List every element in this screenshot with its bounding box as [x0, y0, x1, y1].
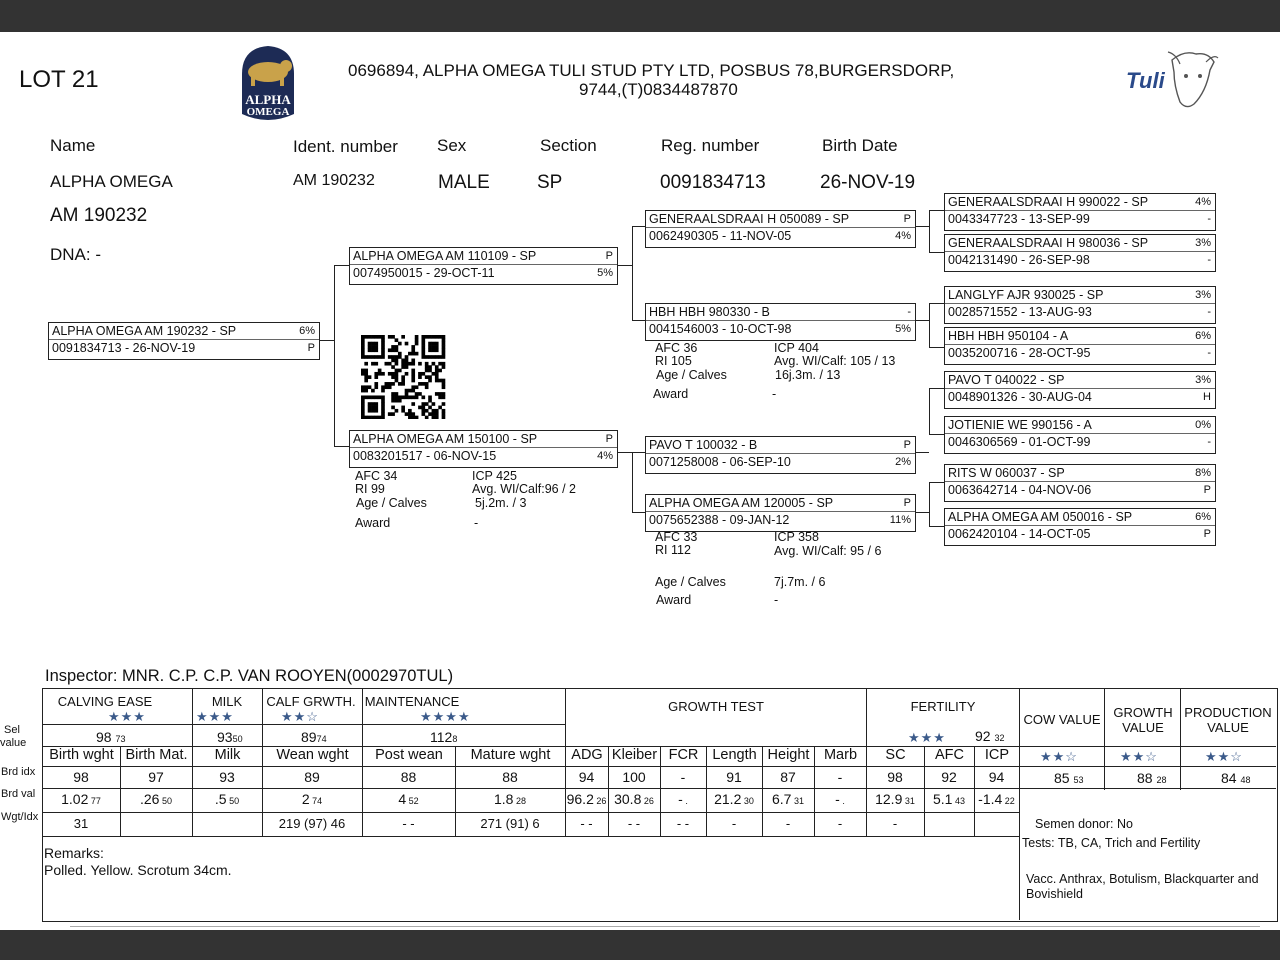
pedigree-dam[interactable] — [349, 430, 618, 468]
group-growth-value: GROWTH VALUE — [1113, 705, 1173, 735]
stat-age-label: Age / Calves — [655, 575, 726, 589]
connector — [929, 252, 945, 253]
connector — [334, 265, 335, 447]
group-milk: MILK — [211, 694, 243, 709]
pedigree-pct: 11% — [889, 514, 911, 526]
stat-ri: RI 105 — [655, 354, 692, 368]
pedigree-reg: 0075652388 - 09-JAN-12 — [649, 513, 790, 527]
brd-val-cell: 96.2 26 — [566, 791, 607, 807]
label-ident: Ident. number — [293, 137, 398, 156]
brd-idx-cell: 94 — [578, 769, 595, 785]
rating-stars-icon: ★★★★ — [420, 709, 471, 724]
inspector: Inspector: MNR. C.P. C.P. VAN ROOYEN(0002970TUL) — [45, 667, 454, 685]
connector — [929, 388, 945, 389]
connector — [929, 303, 945, 304]
stat-afc: AFC 33 — [655, 530, 698, 544]
pedigree-name: ALPHA OMEGA AM 190232 - SP — [52, 324, 237, 338]
footer-rule — [70, 926, 1260, 927]
pedigree-pct: 6% — [299, 325, 315, 337]
pedigree-pct: 6% — [1195, 330, 1211, 342]
pedigree-name: LANGLYF AJR 930025 - SP — [948, 288, 1104, 302]
pedigree-pct: 2% — [895, 456, 911, 468]
pedigree-name: JOTIENIE WE 990156 - A — [948, 418, 1092, 432]
brd-idx-cell: 98 — [887, 769, 903, 785]
stat-award: - — [474, 516, 479, 530]
pedigree-pct: 3% — [1195, 289, 1211, 301]
column-header: Kleiber — [611, 747, 658, 763]
stat-award: - — [774, 593, 779, 607]
pedigree-reg: 0062420104 - 14-OCT-05 — [948, 527, 1091, 541]
connector — [915, 226, 929, 227]
brd-idx-cell: 89 — [304, 769, 320, 785]
grid-line — [42, 812, 1020, 813]
row-label-wgt-idx: Wgt/Idx — [1, 811, 39, 823]
pedigree-name: HBH HBH 980330 - B — [649, 305, 770, 319]
brd-val-cell: 5.1 43 — [933, 791, 965, 807]
pedigree-pct: 5% — [895, 323, 911, 335]
stat-age: 7j.7m. / 6 — [774, 575, 826, 589]
connector — [616, 452, 632, 453]
brd-idx-cell: 100 — [622, 769, 646, 785]
group-maintenance: MAINTENANCE — [364, 694, 460, 709]
pedigree-name: GENERAALSDRAAI H 990022 - SP — [948, 195, 1149, 209]
pedigree-name: ALPHA OMEGA AM 110109 - SP — [353, 249, 537, 263]
pedigree-name: RITS W 060037 - SP — [948, 466, 1065, 480]
brd-idx-cell: 87 — [780, 769, 796, 785]
pedigree-reg: 0048901326 - 30-AUG-04 — [948, 390, 1092, 404]
stat-avg: Avg. WI/Calf: 95 / 6 — [774, 544, 882, 558]
wgt-idx-cell: - - — [402, 816, 415, 831]
group-fertility: FERTILITY — [910, 699, 976, 714]
pedigree-name: ALPHA OMEGA AM 150100 - SP — [353, 432, 538, 446]
tuli-logo-text: Tuli — [1126, 68, 1165, 93]
brd-idx-cell: - — [680, 769, 686, 785]
pedigree-flag: P — [1203, 484, 1211, 496]
column-header: ICP — [984, 747, 1010, 763]
column-header: Height — [767, 747, 810, 763]
connector — [632, 452, 633, 512]
production-value: 84 48 — [1221, 770, 1251, 786]
animal-sex: MALE — [438, 172, 490, 193]
pedigree-reg: 0074950015 - 29-OCT-11 — [353, 266, 495, 280]
animal-section: SP — [537, 172, 563, 193]
sel-calf: 8974 — [301, 729, 327, 745]
pedigree-pct: 6% — [1195, 511, 1211, 523]
row-label-brd-val: Brd val — [1, 788, 36, 800]
pedigree-name: PAVO T 040022 - SP — [948, 373, 1065, 387]
stat-award: - — [772, 387, 777, 401]
brd-idx-cell: 98 — [73, 769, 89, 785]
pedigree-reg: 0041546003 - 10-OCT-98 — [649, 322, 792, 336]
pedigree-flag: P — [903, 497, 911, 509]
pedigree-reg: 0063642714 - 04-NOV-06 — [948, 483, 1092, 497]
stat-icp: ICP 358 — [774, 530, 819, 544]
connector — [915, 512, 929, 513]
pedigree-flag: P — [307, 342, 315, 354]
stat-award-label: Award — [656, 593, 692, 607]
cow-value: 85 53 — [1054, 770, 1084, 786]
pedigree-reg: 0062490305 - 11-NOV-05 — [649, 229, 792, 243]
column-header: SC — [885, 747, 906, 763]
stat-award-label: Award — [653, 387, 689, 401]
column-header: AFC — [935, 747, 964, 763]
stat-ri: RI 112 — [655, 543, 691, 557]
wgt-idx-cell: - - — [580, 816, 593, 831]
growth-value: 88 28 — [1137, 770, 1167, 786]
pedigree-flag: P — [903, 213, 911, 225]
group-cow-value: COW VALUE — [1023, 712, 1101, 727]
pedigree-flag: - — [1207, 347, 1211, 359]
label-section: Section — [540, 136, 597, 155]
pedigree-flag: P — [605, 433, 613, 445]
column-header: Post wean — [375, 747, 443, 763]
connector — [929, 434, 945, 435]
brd-idx-cell: 88 — [502, 769, 518, 785]
brd-val-cell: .5 50 — [214, 791, 240, 807]
pedigree-gg-2[interactable] — [944, 234, 1216, 272]
brd-val-cell: 30.8 26 — [614, 791, 654, 807]
brd-idx-cell: 94 — [988, 769, 1005, 785]
pedigree-pct: 4% — [1195, 196, 1211, 208]
animal-ident: AM 190232 — [293, 172, 375, 189]
stat-award-label: Award — [355, 516, 391, 530]
stat-avg: Avg. WI/Calf: 105 / 13 — [774, 354, 896, 368]
pedigree-reg: 0043347723 - 13-SEP-99 — [948, 212, 1090, 226]
wgt-idx-cell: - - — [627, 816, 641, 831]
tuli-logo — [1124, 46, 1219, 116]
vaccinations: Vacc. Anthrax, Botulism, Blackquarter and Bovishield — [1026, 872, 1259, 901]
pedigree-reg: 0028571552 - 13-AUG-93 — [948, 305, 1092, 319]
wgt-idx-cell: - — [785, 816, 791, 831]
pedigree-flag: - — [1207, 436, 1211, 448]
brd-val-cell: 6.7 31 — [772, 791, 804, 807]
semen-donor: Semen donor: No — [1035, 817, 1133, 831]
pedigree-sire-dam[interactable] — [645, 303, 916, 341]
sel-milk: 9350 — [217, 729, 243, 745]
stat-age: 5j.2m. / 3 — [475, 496, 527, 510]
sel-calving: 98 73 — [96, 729, 126, 745]
pedigree-pct: 4% — [597, 450, 613, 462]
column-header: FCR — [668, 747, 699, 763]
pedigree-pct: 4% — [895, 230, 911, 242]
pedigree-name: PAVO T 100032 - B — [649, 438, 758, 452]
column-header: Marb — [823, 747, 858, 763]
pedigree-dam-dam[interactable] — [645, 494, 916, 532]
stat-ri: RI 99 — [355, 482, 385, 496]
tests: Tests: TB, CA, Trich and Fertility — [1022, 836, 1201, 850]
pedigree-gg-4[interactable] — [944, 327, 1216, 365]
stat-age-label: Age / Calves — [356, 496, 427, 510]
column-header: Birth wght — [49, 747, 114, 763]
connector — [318, 340, 334, 341]
breeder-line-2: 9744,(T)0834487870 — [579, 80, 738, 99]
qr-code — [361, 335, 449, 419]
brd-val-cell: 1.8 28 — [494, 791, 526, 807]
wgt-idx-cell: - — [837, 816, 843, 831]
grid-line — [1104, 746, 1105, 790]
connector — [929, 526, 945, 527]
pedigree-flag: H — [1203, 391, 1211, 403]
stat-afc: AFC 36 — [655, 341, 698, 355]
logo-text-omega: OMEGA — [246, 106, 290, 118]
grid-line — [42, 836, 1020, 837]
rating-stars-icon: ★★☆ — [1205, 749, 1243, 764]
brd-idx-cell: 92 — [941, 769, 957, 785]
row-label-sel-value: Sel value — [0, 724, 27, 749]
pedigree-pct: 5% — [597, 267, 613, 279]
pedigree-flag: P — [1203, 528, 1211, 540]
pedigree-flag: P — [605, 250, 613, 262]
row-label-brd-idx: Brd idx — [1, 766, 36, 778]
column-header: Milk — [214, 747, 241, 763]
lot-number: LOT 21 — [19, 66, 99, 93]
wgt-idx-cell: 31 — [73, 816, 89, 831]
grid-line — [1180, 688, 1181, 746]
rating-stars-icon: ★★☆ — [1120, 749, 1158, 764]
pedigree-gg-3[interactable] — [944, 286, 1216, 324]
connector — [915, 452, 929, 453]
rating-stars-icon: ★★☆ — [281, 709, 319, 724]
pedigree-reg: 0035200716 - 28-OCT-95 — [948, 346, 1091, 360]
connector — [632, 512, 645, 513]
breeder-logo — [238, 44, 298, 124]
animal-birth: 26-NOV-19 — [820, 172, 916, 193]
connector — [632, 320, 645, 321]
pedigree-flag: - — [1207, 254, 1211, 266]
wgt-idx-cell: - - — [676, 816, 690, 831]
wgt-idx-cell: - — [731, 816, 737, 831]
brd-val-cell: 2 74 — [301, 791, 323, 807]
stat-icp: ICP 425 — [472, 469, 517, 483]
wgt-idx-cell: 271 (91) 6 — [480, 816, 540, 831]
wgt-idx-cell: - — [892, 816, 898, 831]
pedigree-sire-sire[interactable] — [645, 210, 916, 248]
pedigree-gg-8[interactable] — [944, 508, 1216, 546]
connector — [929, 303, 930, 347]
grid-line — [1180, 746, 1181, 790]
group-growth-test: GROWTH TEST — [668, 699, 764, 714]
stat-age: 16j.3m. / 13 — [775, 368, 841, 382]
pedigree-reg: 0042131490 - 26-SEP-98 — [948, 253, 1090, 267]
animal-name: ALPHA OMEGA — [50, 172, 173, 191]
column-header: Mature wght — [470, 747, 551, 763]
rating-stars-icon: ★★★ — [196, 709, 234, 724]
connector — [334, 265, 350, 266]
pedigree-name: HBH HBH 950104 - A — [948, 329, 1069, 343]
connector — [632, 226, 645, 227]
pedigree-reg: 0046306569 - 01-OCT-99 — [948, 435, 1091, 449]
pedigree-gg-5[interactable] — [944, 371, 1216, 409]
connector — [929, 482, 945, 483]
grid-line — [1104, 688, 1105, 746]
brd-val-cell: - . — [678, 791, 688, 807]
brd-idx-cell: 93 — [219, 769, 235, 785]
label-sex: Sex — [437, 136, 467, 155]
pedigree-gg-7[interactable] — [944, 464, 1216, 502]
group-production-value: PRODUCTION VALUE — [1184, 705, 1272, 735]
sel-maintenance: 1128 — [430, 729, 458, 745]
pedigree-reg: 0071258008 - 06-SEP-10 — [649, 455, 791, 469]
brd-val-cell: 4 52 — [398, 791, 419, 807]
grid-line — [866, 688, 867, 746]
animal-reg: 0091834713 — [660, 172, 766, 193]
connector — [929, 388, 930, 434]
stat-age-label: Age / Calves — [656, 368, 727, 382]
connector — [616, 265, 632, 266]
pedigree-name: ALPHA OMEGA AM 120005 - SP — [649, 496, 834, 510]
pedigree-flag: - — [1207, 306, 1211, 318]
remarks-text: Polled. Yellow. Scrotum 34cm. — [44, 862, 232, 878]
brd-idx-cell: 91 — [726, 769, 742, 785]
pedigree-sire[interactable] — [349, 247, 618, 285]
connector — [334, 446, 350, 447]
wgt-idx-cell: 219 (97) 46 — [278, 816, 346, 831]
pedigree-pct: 0% — [1195, 419, 1211, 431]
pedigree-name: GENERAALSDRAAI H 050089 - SP — [649, 212, 850, 226]
pedigree-dam-sire[interactable] — [645, 436, 916, 474]
remarks-title: Remarks: — [44, 845, 104, 861]
brd-val-cell: 1.02 77 — [61, 791, 101, 807]
brd-val-cell: .26 50 — [140, 791, 172, 807]
pedigree-reg: 0091834713 - 26-NOV-19 — [52, 341, 196, 355]
grid-line — [42, 766, 1276, 767]
pedigree-reg: 0083201517 - 06-NOV-15 — [353, 449, 497, 463]
brd-val-cell: 21.2 30 — [714, 791, 754, 807]
pedigree-pct: 8% — [1195, 467, 1211, 479]
connector — [929, 347, 945, 348]
brd-idx-cell: 97 — [148, 769, 164, 785]
column-header: Wean wght — [276, 747, 349, 763]
pedigree-self[interactable] — [48, 322, 320, 360]
breeder-line-1: 0696894, ALPHA OMEGA TULI STUD PTY LTD, POSBUS 78,BURGERSDORP, — [348, 61, 955, 80]
brd-val-cell: -1.4 22 — [978, 791, 1015, 807]
column-header: Birth Mat. — [125, 747, 188, 763]
rating-stars-icon: ★★★ — [908, 730, 946, 745]
pedigree-flag: P — [903, 439, 911, 451]
pedigree-flag: - — [1207, 213, 1211, 225]
logo-text-alpha: ALPHA — [245, 92, 291, 107]
connector — [929, 210, 945, 211]
pedigree-pct: 3% — [1195, 237, 1211, 249]
column-header: Length — [712, 747, 757, 763]
label-birth: Birth Date — [822, 136, 898, 155]
connector — [915, 320, 929, 321]
label-reg: Reg. number — [661, 136, 760, 155]
pedigree-gg-1[interactable] — [944, 193, 1216, 231]
grid-line — [565, 688, 566, 746]
animal-name-2: AM 190232 — [50, 205, 148, 226]
animal-dna: DNA: - — [50, 245, 101, 264]
group-calving-ease: CALVING EASE — [57, 694, 153, 709]
connector — [929, 210, 930, 252]
brd-idx-cell: - — [837, 769, 843, 785]
label-name: Name — [50, 136, 96, 155]
bottom-bar — [0, 930, 1280, 960]
pedigree-pct: 3% — [1195, 374, 1211, 386]
rating-stars-icon: ★★★ — [108, 709, 146, 724]
connector — [632, 226, 633, 320]
pedigree-flag: - — [907, 306, 911, 318]
pedigree-name: ALPHA OMEGA AM 050016 - SP — [948, 510, 1133, 524]
pedigree-gg-6[interactable] — [944, 416, 1216, 454]
stat-afc: AFC 34 — [355, 469, 398, 483]
stat-avg: Avg. WI/Calf:96 / 2 — [472, 482, 576, 496]
brd-idx-cell: 88 — [400, 769, 417, 785]
pedigree-name: GENERAALSDRAAI H 980036 - SP — [948, 236, 1149, 250]
sel-fertility: 92 32 — [975, 728, 1005, 744]
grid-line — [42, 788, 1276, 789]
group-calf-growth: CALF GRWTH. — [266, 694, 356, 709]
brd-val-cell: - . — [835, 791, 845, 807]
stat-icp: ICP 404 — [774, 341, 819, 355]
top-bar — [0, 0, 1280, 32]
connector — [929, 482, 930, 526]
column-header: ADG — [571, 747, 603, 763]
rating-stars-icon: ★★☆ — [1040, 749, 1078, 764]
brd-val-cell: 12.9 31 — [875, 791, 915, 807]
connector — [632, 452, 645, 453]
